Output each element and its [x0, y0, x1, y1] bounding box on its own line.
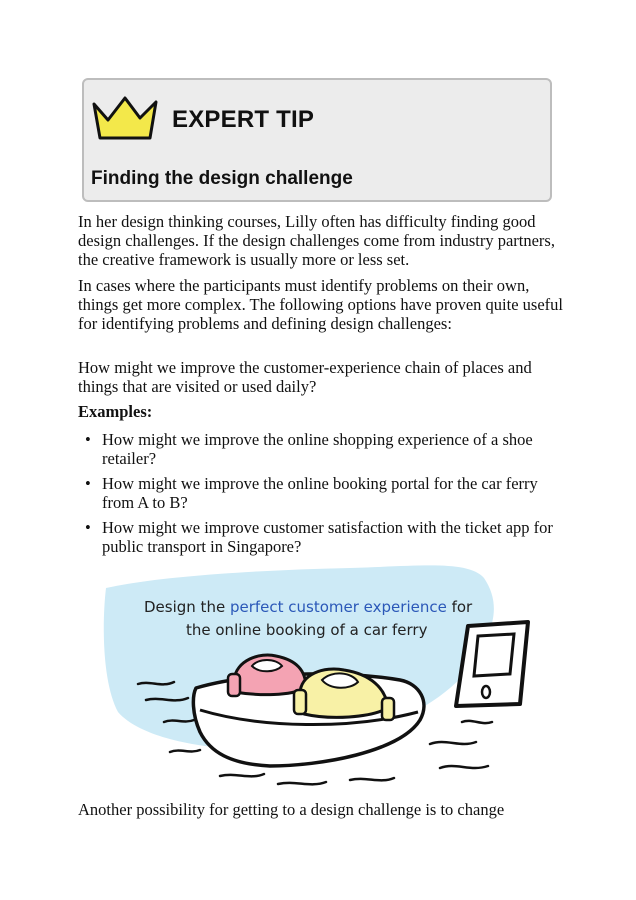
example-text: How might we improve customer satisfaction with the ticket app for public transport in Singapore?: [102, 518, 553, 556]
example-text: How might we improve the online shopping experience of a shoe retailer?: [102, 430, 533, 468]
examples-list: [78, 430, 568, 562]
list-item: [78, 474, 568, 512]
phone-icon: [456, 622, 528, 706]
bullet-icon: •: [85, 518, 91, 537]
paragraph-question: How might we improve the customer-experience chain of places and things that are visited or used daily?: [78, 358, 532, 396]
paragraph-options: In cases where the participants must identify problems on their own, things get more complex. The following options have proven quite useful for identifying problems and defining design challenges:: [78, 276, 563, 333]
list-item: [78, 518, 568, 556]
examples-heading: Examples:: [78, 402, 153, 421]
bullet-icon: •: [85, 474, 91, 493]
paragraph-continuation: Another possibility for getting to a design challenge is to change: [78, 800, 505, 819]
illustration-caption-line1: Design the perfect customer experience for: [144, 598, 473, 616]
paragraph-intro: In her design thinking courses, Lilly often has difficulty finding good design challenges. If the design challenges come from industry partners, the creative framework is usually more or less set.: [78, 212, 555, 269]
crown-icon: [90, 94, 160, 144]
expert-tip-box: [82, 78, 552, 202]
tip-title: EXPERT TIP: [172, 106, 315, 133]
list-item: [78, 430, 568, 468]
car-ferry-illustration: [100, 562, 540, 794]
tip-subtitle: Finding the design challenge: [91, 168, 353, 189]
bullet-icon: •: [85, 430, 91, 449]
example-text: How might we improve the online booking portal for the car ferry from A to B?: [102, 474, 538, 512]
illustration-caption-line2: the online booking of a car ferry: [186, 621, 428, 639]
